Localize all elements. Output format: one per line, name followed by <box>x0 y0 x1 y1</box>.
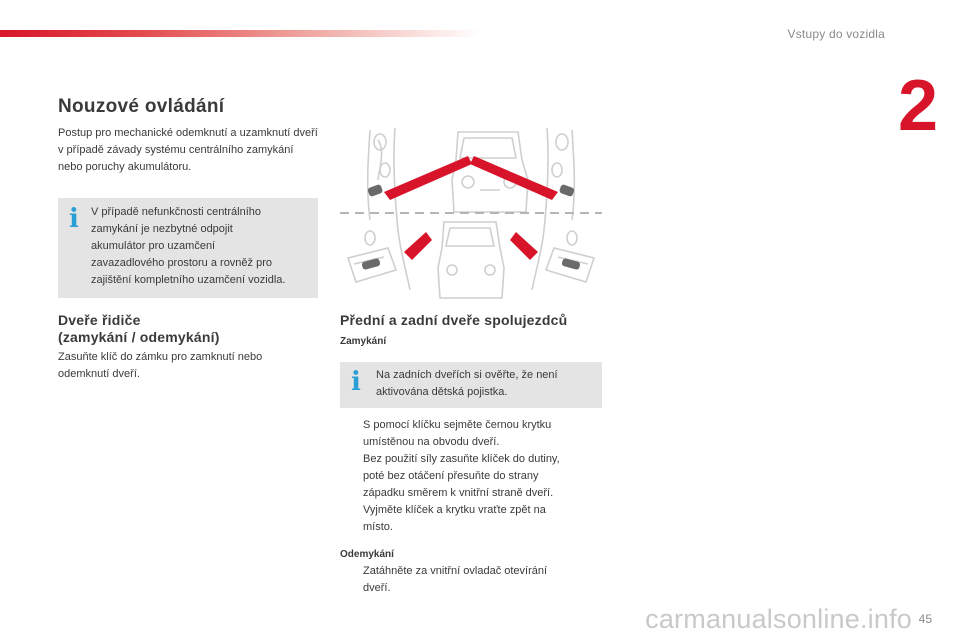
list-item <box>340 417 602 451</box>
info-box-child-lock <box>340 362 602 408</box>
list-item <box>340 451 602 502</box>
unlocking-label: Odemykání <box>340 549 394 560</box>
info-line: aktivována dětská pojistka. <box>376 386 508 398</box>
unlocking-steps-list <box>340 563 602 597</box>
step-line: Vyjměte klíček a krytku vraťte zpět na <box>363 504 546 516</box>
info-line: V případě nefunkčnosti centrálního <box>91 206 262 218</box>
text-line: odemknutí dveří. <box>58 368 140 380</box>
door-lock-illustration <box>340 120 602 305</box>
watermark: carmanualsonline.info <box>645 604 912 634</box>
info-line: Na zadních dveřích si ověřte, že není <box>376 369 558 381</box>
page-title: Nouzové ovládání <box>58 96 225 117</box>
intro-paragraph: Postup pro mechanické odemknutí a uzamknutí dveří v případě závady systému centrálního zamykání nebo poruchy akumulátoru. <box>58 127 318 173</box>
step-line: místo. <box>363 521 393 533</box>
info-line: akumulátor pro uzamčení <box>91 240 216 252</box>
top-accent-bar <box>0 30 480 37</box>
step-line: dveří. <box>363 582 391 594</box>
info-icon: i <box>351 367 361 397</box>
step-line: poté bez otáčení přesuňte do strany <box>363 470 539 482</box>
heading-line: Dveře řidiče <box>58 312 141 328</box>
list-item <box>340 563 602 597</box>
info-icon: i <box>69 204 79 234</box>
info-line: zavazadlového prostoru a rovněž pro <box>91 257 272 269</box>
info-box-text <box>91 204 316 289</box>
driver-door-text <box>58 349 320 383</box>
passenger-doors-heading: Přední a zadní dveře spolujezdců <box>340 312 568 328</box>
locking-label: Zamykání <box>340 336 387 347</box>
heading-line: (zamykání / odemykání) <box>58 329 220 345</box>
chapter-number: 2 <box>897 66 938 146</box>
list-item <box>340 502 602 536</box>
info-box-text <box>376 367 598 401</box>
step-line: S pomocí klíčku sejměte černou krytku <box>363 419 552 431</box>
info-line: zamykání je nezbytné odpojit <box>91 223 233 235</box>
step-line: západku směrem k vnitřní straně dveří. <box>363 487 554 499</box>
locking-steps-list <box>340 417 602 536</box>
section-label: Vstupy do vozidla <box>787 27 885 41</box>
info-box-battery <box>58 198 318 298</box>
step-line: Zatáhněte za vnitřní ovladač otevírání <box>363 565 548 577</box>
driver-door-heading <box>58 312 220 346</box>
step-line: Bez použití síly zasuňte klíček do dutiny, <box>363 453 560 465</box>
text-line: Zasuňte klíč do zámku pro zamknutí nebo <box>58 351 263 363</box>
page-number: 45 <box>918 612 932 626</box>
info-line: zajištění kompletního uzamčení vozidla. <box>91 274 286 286</box>
step-line: umístěnou na obvodu dveří. <box>363 436 500 448</box>
